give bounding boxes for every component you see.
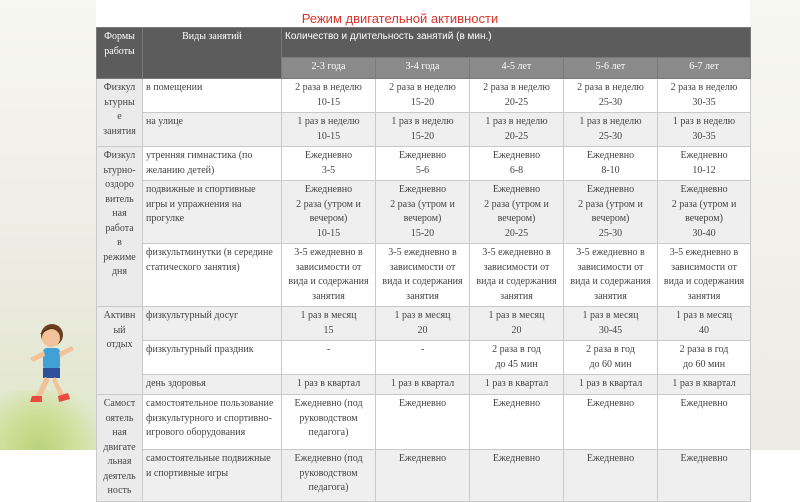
value-line: 40 <box>699 324 710 336</box>
value-line: 15 <box>323 324 334 336</box>
form-line: ьтурно- <box>103 164 136 176</box>
type-cell <box>143 147 282 181</box>
form-cell <box>97 79 143 147</box>
page-title: Режим двигательной активности <box>301 11 499 26</box>
form-line: занятия <box>103 125 136 137</box>
type-cell <box>143 79 282 113</box>
value-line: вида и содержания <box>288 276 369 287</box>
value-line: Ежедневно <box>398 184 447 195</box>
value-line: занятия <box>500 290 533 302</box>
value-cell <box>376 244 470 307</box>
form-line: отдых <box>106 339 133 350</box>
table-row <box>97 244 751 307</box>
value-cell <box>376 375 470 395</box>
value-line: 2 раза (утром и <box>578 198 643 210</box>
type-line: самостоятельное пользование <box>146 398 274 409</box>
form-cell <box>97 147 143 307</box>
value-cell <box>470 79 564 113</box>
form-line: ная <box>112 208 127 219</box>
value-line: 2 раза в неделю <box>670 82 738 93</box>
table-row <box>97 181 751 244</box>
form-line: Самост <box>103 398 136 409</box>
value-line: 1 раз в месяц <box>582 310 639 321</box>
value-cell <box>470 375 564 395</box>
value-line: 30-45 <box>598 324 623 336</box>
value-line: зависимости от <box>295 261 362 273</box>
value-line: 1 раз в месяц <box>676 310 733 321</box>
type-line: день здоровья <box>146 378 206 389</box>
value-line: Ежедневно <box>398 453 447 465</box>
header-quantity-label: Количество и длительность занятий (в мин.) <box>285 31 492 42</box>
value-line: 15-20 <box>410 130 435 142</box>
value-line: 2 раза в год <box>679 344 729 355</box>
value-line: педагога) <box>308 427 349 438</box>
value-cell <box>282 79 376 113</box>
value-cell <box>658 395 751 450</box>
value-line: 20-25 <box>504 130 529 142</box>
table-row <box>97 79 751 113</box>
value-line: Ежедневно <box>680 150 728 161</box>
age-label: 2-3 года <box>311 61 346 72</box>
value-line: вечером) <box>591 213 630 224</box>
value-line: 1 раз в неделю <box>297 116 360 127</box>
form-line: ьтурны <box>104 96 135 108</box>
value-line: 3-5 ежедневно в <box>576 247 645 258</box>
table-row <box>97 375 751 395</box>
table-body <box>97 28 751 502</box>
type-cell <box>143 181 282 244</box>
value-cell <box>564 147 658 181</box>
value-cell <box>376 181 470 244</box>
type-line: желанию детей) <box>146 164 215 176</box>
value-cell <box>658 375 751 395</box>
value-cell <box>282 244 376 307</box>
value-cell <box>564 375 658 395</box>
value-line: 2 раза в неделю <box>483 82 550 93</box>
type-line: подвижные и спортивные <box>146 184 256 195</box>
header-age-cell <box>658 58 751 79</box>
value-cell <box>470 244 564 307</box>
value-cell <box>658 79 751 113</box>
form-line: в <box>117 237 122 248</box>
type-line: статического занятия) <box>146 261 240 273</box>
age-label: 6-7 лет <box>689 61 719 72</box>
value-line: 1 раз в месяц <box>300 310 357 321</box>
header-row <box>97 28 751 58</box>
type-cell <box>143 307 282 341</box>
value-line: зависимости от <box>671 261 737 273</box>
value-line: 15-20 <box>410 96 435 108</box>
type-line: игры и упражнения на <box>146 198 242 210</box>
type-line: самостоятельные подвижные <box>146 453 271 465</box>
value-line: Ежедневно <box>492 453 541 465</box>
value-line: 20-25 <box>504 227 529 239</box>
value-cell <box>564 79 658 113</box>
type-line: и спортивные игры <box>146 467 229 479</box>
header-types-label: Виды занятий <box>182 31 242 42</box>
value-cell <box>564 395 658 450</box>
value-line: 3-5 ежедневно в <box>669 247 739 258</box>
value-cell <box>658 113 751 147</box>
value-line: зависимости от <box>577 261 644 273</box>
value-line: - <box>420 344 425 355</box>
value-line: 3-5 ежедневно в <box>294 247 363 258</box>
value-cell <box>376 113 470 147</box>
value-line: 3-5 <box>321 164 336 176</box>
value-line: 2 раза в год <box>586 344 635 355</box>
value-line: до 60 мин <box>589 358 632 370</box>
value-line: - <box>326 344 331 355</box>
form-line: ый <box>113 324 126 336</box>
value-cell <box>282 113 376 147</box>
value-line: Ежедневно <box>586 184 635 195</box>
value-cell <box>564 341 658 375</box>
value-line: 1 раз в неделю <box>485 116 548 127</box>
value-cell <box>282 375 376 395</box>
table-row <box>97 307 751 341</box>
value-line: Ежедневно <box>492 150 541 161</box>
form-line: витель <box>105 193 134 205</box>
value-line: 20 <box>511 324 522 336</box>
value-cell <box>564 181 658 244</box>
value-line: 25-30 <box>598 130 623 142</box>
value-cell <box>470 450 564 501</box>
table-row <box>97 450 751 501</box>
header-form-line: Формы <box>104 31 135 42</box>
value-line: 25-30 <box>598 227 623 239</box>
value-line: 8-10 <box>601 164 620 176</box>
value-cell <box>282 450 376 501</box>
value-cell <box>658 244 751 307</box>
value-line: 10-15 <box>316 227 341 239</box>
value-line: 10-15 <box>316 130 341 142</box>
value-cell <box>282 341 376 375</box>
type-line: физкультурный праздник <box>146 344 254 355</box>
type-cell <box>143 113 282 147</box>
header-form-cell <box>97 28 143 79</box>
value-cell <box>564 244 658 307</box>
header-age-cell <box>376 58 470 79</box>
value-cell <box>470 307 564 341</box>
type-cell <box>143 395 282 450</box>
type-line: утренняя гимнастика (по <box>146 150 253 161</box>
value-line: 2 раза в неделю <box>295 82 362 93</box>
table-row <box>97 147 751 181</box>
value-cell <box>376 147 470 181</box>
form-cell <box>97 307 143 395</box>
value-line: 15-20 <box>410 227 435 239</box>
type-cell <box>143 375 282 395</box>
value-cell <box>470 113 564 147</box>
header-age-cell <box>470 58 564 79</box>
table-row <box>97 341 751 375</box>
value-line: 6-8 <box>509 164 524 176</box>
value-cell <box>376 450 470 501</box>
type-line: физкультурного и спортивно- <box>146 412 272 424</box>
value-cell <box>282 181 376 244</box>
value-line: Ежедневно <box>586 398 635 409</box>
type-line: в помещении <box>146 82 203 93</box>
form-line: ная <box>112 427 127 438</box>
value-line: 10-15 <box>316 96 341 108</box>
type-line: на улице <box>146 116 183 127</box>
value-cell <box>564 307 658 341</box>
value-cell <box>658 147 751 181</box>
value-line: Ежедневно <box>304 184 353 195</box>
value-line: 30-35 <box>692 96 716 108</box>
value-line: Ежедневно <box>586 150 635 161</box>
value-line: 1 раз в месяц <box>488 310 545 321</box>
header-age-cell <box>564 58 658 79</box>
form-line: работа <box>105 222 134 234</box>
value-line: вечером) <box>403 213 442 224</box>
value-line: 1 раз в квартал <box>390 378 455 389</box>
value-line: 2 раза в неделю <box>389 82 456 93</box>
value-cell <box>470 341 564 375</box>
form-line: двигате <box>103 441 136 453</box>
type-line: физкультминутки (в середине <box>146 247 273 258</box>
value-line: 30-40 <box>692 227 716 239</box>
value-cell <box>564 113 658 147</box>
form-line: режиме <box>103 251 136 263</box>
value-line: вечером) <box>497 213 536 224</box>
value-line: Ежедневно (под <box>294 453 363 465</box>
value-line: 1 раз в неделю <box>672 116 736 127</box>
value-line: Ежедневно (под <box>294 398 363 409</box>
value-line: Ежедневно <box>304 150 353 161</box>
form-cell <box>97 395 143 502</box>
form-line: е <box>117 111 122 122</box>
activity-table-container <box>96 27 750 496</box>
type-cell <box>143 244 282 307</box>
value-line: вида и содержания <box>382 276 463 287</box>
value-cell <box>658 341 751 375</box>
form-line: дня <box>111 266 128 277</box>
form-line: Активн <box>103 310 136 321</box>
value-line: Ежедневно <box>680 398 728 409</box>
right-background <box>750 0 800 450</box>
form-line: Физкул <box>103 82 136 93</box>
value-cell <box>282 147 376 181</box>
value-line: педагога) <box>308 482 349 494</box>
value-line: Ежедневно <box>492 398 541 409</box>
value-line: до 45 мин <box>495 358 538 370</box>
age-label: 5-6 лет <box>595 61 626 72</box>
value-line: 25-30 <box>598 96 623 108</box>
header-age-cell <box>282 58 376 79</box>
value-line: зависимости от <box>483 261 550 273</box>
value-line: 20-25 <box>504 96 529 108</box>
age-label: 3-4 года <box>405 61 440 72</box>
value-cell <box>282 395 376 450</box>
value-line: занятия <box>312 290 345 302</box>
value-line: 3-5 ежедневно в <box>482 247 551 258</box>
age-label: 4-5 лет <box>501 61 532 72</box>
value-line: вида и содержания <box>663 276 745 287</box>
type-line: прогулке <box>146 213 185 224</box>
value-line: Ежедневно <box>680 184 728 195</box>
header-quantity-cell <box>282 28 751 58</box>
value-line: 2 раза (утром и <box>296 198 361 210</box>
value-line: вечером) <box>685 213 723 224</box>
value-line: 2 раза (утром и <box>671 198 737 210</box>
child-running-illustration <box>14 322 84 422</box>
table-row <box>97 395 751 450</box>
value-line: 1 раз в квартал <box>672 378 736 389</box>
value-line: зависимости от <box>389 261 456 273</box>
value-line: 20 <box>417 324 428 336</box>
value-line: 30-35 <box>692 130 716 142</box>
value-line: 1 раз в квартал <box>296 378 361 389</box>
value-line: Ежедневно <box>398 150 447 161</box>
value-line: 5-6 <box>415 164 430 176</box>
value-line: Ежедневно <box>680 453 728 465</box>
value-line: 1 раз в квартал <box>484 378 549 389</box>
value-line: руководством <box>299 467 358 479</box>
value-line: руководством <box>299 412 358 424</box>
type-line: физкультурный досуг <box>146 310 239 321</box>
value-line: Ежедневно <box>398 398 447 409</box>
value-line: 2 раза (утром и <box>390 198 455 210</box>
form-line: оятель <box>105 412 134 424</box>
value-line: 2 раза в неделю <box>577 82 644 93</box>
type-line: игрового оборудования <box>146 427 246 438</box>
value-cell <box>376 341 470 375</box>
header-types-cell <box>143 28 282 79</box>
value-cell <box>376 307 470 341</box>
value-line: 1 раз в квартал <box>578 378 643 389</box>
form-line: Физкул <box>103 150 136 161</box>
value-line: 2 раза (утром и <box>484 198 549 210</box>
value-line: до 60 мин <box>682 358 726 370</box>
value-line: занятия <box>594 290 627 302</box>
header-form-line: работы <box>104 45 135 57</box>
value-cell <box>376 79 470 113</box>
value-line: 2 раза в год <box>492 344 541 355</box>
value-cell <box>658 450 751 501</box>
value-line: 10-12 <box>692 164 716 176</box>
value-cell <box>658 181 751 244</box>
value-line: 3-5 ежедневно в <box>388 247 457 258</box>
activity-table <box>96 27 751 502</box>
value-cell <box>470 147 564 181</box>
form-line: деятель <box>103 470 136 482</box>
form-line: оздоро <box>105 179 134 190</box>
value-cell <box>564 450 658 501</box>
value-cell <box>470 395 564 450</box>
value-line: 1 раз в неделю <box>391 116 454 127</box>
type-cell <box>143 450 282 501</box>
type-cell <box>143 341 282 375</box>
value-line: вида и содержания <box>570 276 651 287</box>
value-line: занятия <box>687 290 721 302</box>
value-line: 1 раз в неделю <box>579 116 642 127</box>
form-line: льная <box>107 456 132 467</box>
value-cell <box>282 307 376 341</box>
value-line: вида и содержания <box>476 276 557 287</box>
value-line: 1 раз в месяц <box>394 310 451 321</box>
value-line: Ежедневно <box>492 184 541 195</box>
value-line: Ежедневно <box>586 453 635 465</box>
form-line: ность <box>107 485 132 496</box>
value-cell <box>470 181 564 244</box>
value-line: вечером) <box>309 213 348 224</box>
table-row <box>97 113 751 147</box>
value-cell <box>376 395 470 450</box>
value-cell <box>658 307 751 341</box>
value-line: занятия <box>406 290 439 302</box>
